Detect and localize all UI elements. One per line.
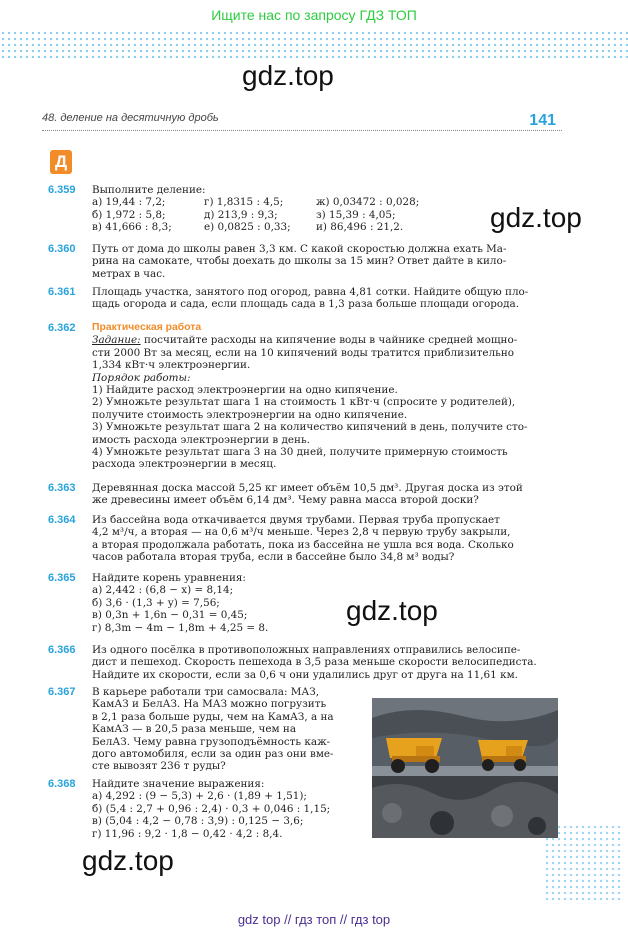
chapter-title: 48. деление на десятичную дробь [42,112,219,124]
problem-line: БелАЗ. Чему равна грузоподъёмность каж- [92,735,331,748]
problem-6-368 [48,778,558,840]
top-banner[interactable]: Ищите нас по запросу ГДЗ ТОП [211,7,417,23]
problem-line: Деревянная доска массой 5,25 кг имеет объём 10,5 дм³. Другая доска из этой [92,482,523,494]
equation-item: а) 2,442 : (6,8 − x) = 8,14; [92,584,234,597]
problem-6-361 [48,286,558,311]
step-line: расхода электроэнергии в месяц. [92,458,277,471]
problem-line: Из бассейна вода откачивается двумя трубами. Первая труба пропускает [92,514,500,526]
problem-line: Из одного посёлка в противоположных направлениях отправились велосипе- [92,644,521,656]
problem-line: КамАЗ — в 20,5 раза меньше, чем на [92,723,297,736]
problem-number: 6.367 [48,686,76,698]
problem-line: В карьере работали три самосвала: МАЗ, [92,686,320,698]
problem-line [92,334,558,346]
problem-number: 6.365 [48,572,76,584]
step-line: 2) Умножьте результат шага 1 на стоимость 1 кВт·ч (спросите у родителей), [92,396,516,409]
problem-row [92,209,558,221]
problem-6-363 [48,482,558,507]
problem-line: Площадь участка, занятого под огород, равна 4,81 сотки. Найдите общую пло- [92,286,529,298]
problem-line: сти 2000 Вт за месяц, если на 10 кипячений воды тратится приблизительно [92,346,515,359]
watermark: gdz.top [490,202,582,233]
problem-6-362 [48,322,558,471]
problem-number: 6.362 [48,322,76,334]
problem-number: 6.366 [48,644,76,656]
problem-6-366 [48,644,558,681]
problem-line: часов работала вторая труба, если в бассейне было 34,8 м³ воды? [92,551,455,564]
problem-item: е) 0,0825 : 0,33; [204,221,291,234]
problem-line: в 2,1 раза больше руды, чем на КамАЗ, а на [92,710,334,723]
problem-line: 4,2 м³/ч, а вторая — на 0,6 м³/ч меньше. Через 2,8 ч первую трубу закрыли, [92,526,511,539]
problem-number: 6.363 [48,482,76,494]
problem-line: Найдите их скорости, если за 0,6 ч они удалились друг от друга на 11,61 км. [92,668,518,681]
problem-line: КамАЗ и БелАЗ. На МАЗ можно погрузить [92,698,327,711]
problem-6-365 [48,572,558,634]
equation-item: г) 8,3m − 4m − 1,8m + 4,25 = 8. [92,621,269,634]
problem-number: 6.364 [48,514,76,526]
problem-item: ж) 0,03472 : 0,028; [316,196,420,209]
expression-item: а) 4,292 : (9 − 5,3) + 2,6 · (1,89 + 1,51); [92,790,307,803]
problem-line: а вторая продолжала работать, пока из бассейна не ушла вся вода. Сколько [92,538,514,551]
practical-work-title: Практическая работа [92,322,202,333]
problem-row [92,221,558,233]
problem-6-367 [48,686,368,773]
equation-item: в) 0,3n + 1,6n − 0,31 = 0,45; [92,609,248,622]
problem-6-359 [48,184,558,234]
problem-6-360 [48,243,558,280]
decorative-dot-stripe [0,30,628,60]
problem-number: 6.359 [48,184,76,196]
problem-row [92,196,558,208]
problem-line: рина на самокате, чтобы доехать до школы за 15 мин? Ответ дайте в кило- [92,255,507,268]
problem-item: а) 19,44 : 7,2; [92,196,166,209]
problem-number: 6.360 [48,243,76,255]
step-line: получите стоимость электроэнергии на одно кипячение. [92,408,408,421]
watermark: gdz.top [82,845,174,876]
problem-item: б) 1,972 : 5,8; [92,208,166,221]
problem-item: в) 41,666 : 8,3; [92,221,172,234]
step-line: имость расхода электроэнергии в день. [92,433,310,446]
problem-text: Выполните деление: [92,184,206,196]
problem-6-364 [48,514,558,564]
problem-item: д) 213,9 : 9,3; [204,208,278,221]
task-text: посчитайте расходы на кипячение воды в чайнике средней мощно- [140,334,518,347]
problem-line: же древесины имеет объём 6,14 дм³. Чему равна масса второй доски? [92,494,479,507]
watermark: gdz.top [242,60,334,91]
problem-line: щадь огорода и сада, если площадь сада в 1,3 раза больше площади огорода. [92,298,520,311]
section-badge: Д [50,150,72,174]
task-label: Задание: [92,334,141,347]
footer-links[interactable]: gdz top // гдз топ // гдз top [237,912,391,927]
problem-item: г) 1,8315 : 4,5; [204,196,284,209]
problem-line: Путь от дома до школы равен 3,3 км. С какой скоростью должна ехать Ма- [92,243,507,255]
step-line: 1) Найдите расход электроэнергии на одно кипячение. [92,384,398,397]
order-label: Порядок работы: [92,371,191,384]
expression-item: г) 11,96 : 9,2 · 1,8 − 0,42 · 4,2 : 8,4. [92,827,283,840]
problem-text: Найдите значение выражения: [92,778,265,790]
step-line: 4) Умножьте результат шага 3 на 30 дней, получите примерную стоимость [92,446,508,459]
problem-line: дого автомобиля, если за один раз они вме- [92,748,334,761]
problem-line: метрах в час. [92,267,166,280]
problem-text: Найдите корень уравнения: [92,572,246,584]
problem-line: 1,334 кВт·ч электроэнергии. [92,359,251,372]
problem-number: 6.368 [48,778,76,790]
equation-item: б) 3,6 · (1,3 + y) = 7,56; [92,596,220,609]
problem-item: и) 86,496 : 21,2. [316,221,404,234]
expression-item: б) (5,4 : 2,7 + 0,96 : 2,4) · 0,3 + 0,046 : 1,15; [92,802,331,815]
problem-item: з) 15,39 : 4,05; [316,208,396,221]
watermark: gdz.top [346,595,438,626]
problem-number: 6.361 [48,286,76,298]
expression-item: в) (5,04 : 4,2 − 0,78 : 3,9) : 0,125 − 3,6; [92,815,304,828]
problem-line: сте вывозят 236 т руды? [92,760,226,773]
step-line: 3) Умножьте результат шага 2 на количество кипячений в день, получите сто- [92,421,528,434]
problem-line: дист и пешеход. Скорость пешехода в 3,5 раза меньше скорости велосипедиста. [92,656,537,669]
page-number: 141 [529,112,556,129]
page-header [42,112,562,131]
